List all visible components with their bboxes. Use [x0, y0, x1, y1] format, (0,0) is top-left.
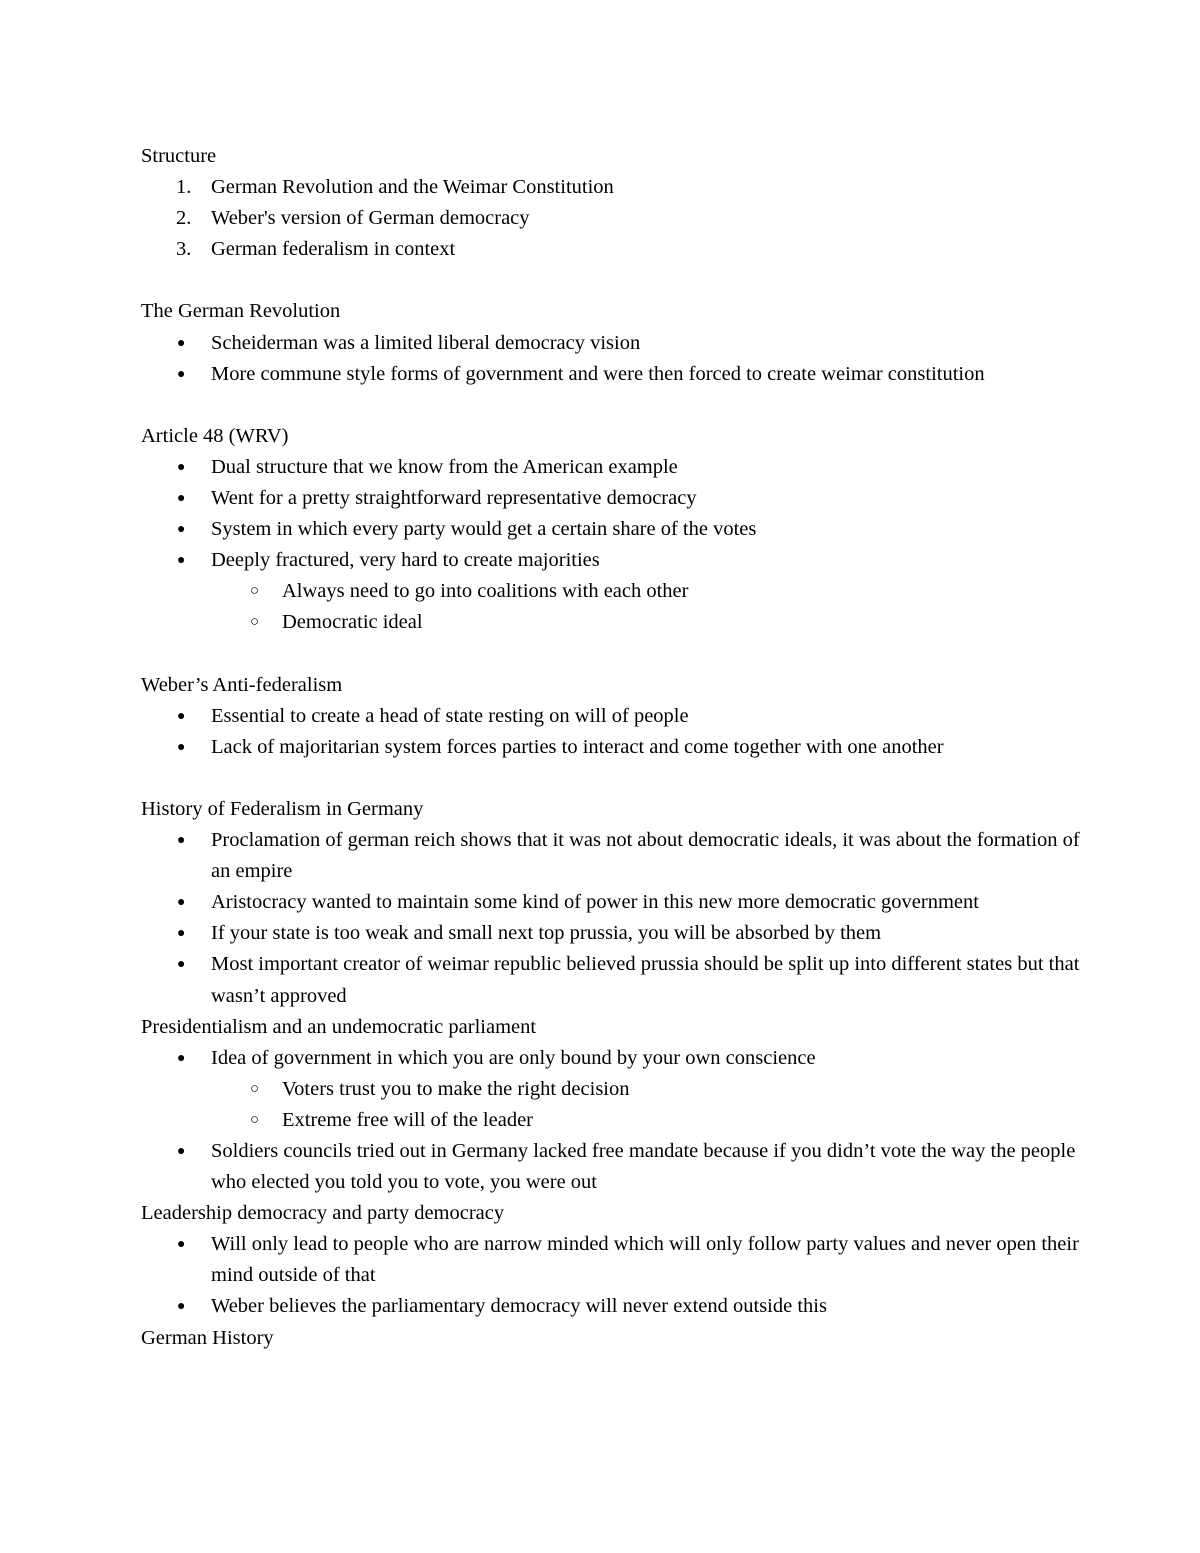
- bullet-icon: ●: [177, 1237, 186, 1253]
- section-german-revolution: [141, 296, 1081, 389]
- sub-list-item: [141, 576, 1081, 607]
- section-heading: The German Revolution: [141, 300, 341, 323]
- list-item-text: Lack of majoritarian system forces parties to interact and come together with one another: [211, 735, 944, 758]
- bullet-icon: ●: [177, 833, 186, 849]
- list-item-text: Idea of government in which you are only bound by your own conscience: [211, 1046, 816, 1069]
- paragraph-gap: [141, 639, 1081, 670]
- list-number: 3.: [176, 238, 192, 261]
- bullet-icon: ●: [177, 522, 186, 538]
- bullet-list: [141, 328, 1081, 390]
- bullet-icon: ●: [177, 491, 186, 507]
- list-item: [141, 1043, 1081, 1074]
- section-weber-anti-federalism: [141, 670, 1081, 763]
- sub-list-item: [141, 607, 1081, 638]
- list-item: [141, 732, 1081, 763]
- list-item-text: Weber's version of German democracy: [211, 207, 530, 230]
- list-item-text: Essential to create a head of state resting on will of people: [211, 704, 689, 727]
- bullet-list: [141, 452, 1081, 576]
- list-item-text: Aristocracy wanted to maintain some kind of power in this new more democratic government: [211, 891, 979, 914]
- bullet-icon: ●: [177, 366, 186, 382]
- list-item: [141, 234, 1081, 265]
- sub-list-item: [141, 1074, 1081, 1105]
- paragraph-gap: [141, 265, 1081, 296]
- bullet-icon: ●: [177, 335, 186, 351]
- bullet-list: [141, 1043, 1081, 1074]
- bullet-icon: ●: [177, 1144, 186, 1159]
- list-item: [141, 452, 1081, 483]
- list-item: [141, 1229, 1081, 1291]
- list-item-text: Weber believes the parliamentary democracy will never extend outside this: [211, 1295, 827, 1318]
- list-item-text: Will only lead to people who are narrow minded which will only follow party values and never open their mind outside of that: [211, 1233, 1079, 1287]
- list-item-text: Dual structure that we know from the American example: [211, 455, 678, 478]
- sub-list-item: [141, 1105, 1081, 1136]
- list-item: [141, 887, 1081, 918]
- bullet-list: [141, 1136, 1081, 1198]
- hollow-bullet-icon: ○: [250, 583, 260, 600]
- list-item: [141, 1136, 1081, 1198]
- list-number: 1.: [176, 176, 192, 199]
- list-item: [141, 701, 1081, 732]
- section-article-48: [141, 421, 1081, 639]
- list-item-text: More commune style forms of government and were then forced to create weimar constitution: [211, 362, 985, 385]
- hollow-bullet-icon: ○: [250, 1111, 260, 1128]
- list-item-text: Voters trust you to make the right decision: [282, 1077, 630, 1100]
- list-number: 2.: [176, 207, 192, 230]
- sub-bullet-list: [141, 576, 1081, 638]
- bullet-icon: ●: [177, 926, 186, 942]
- bullet-icon: ●: [177, 1299, 186, 1315]
- bullet-icon: ●: [177, 708, 186, 724]
- list-item: [141, 359, 1081, 390]
- paragraph-gap: [141, 763, 1081, 794]
- list-item: [141, 172, 1081, 203]
- list-item: [141, 514, 1081, 545]
- list-item: [141, 918, 1081, 949]
- list-item-text: Deeply fractured, very hard to create majorities: [211, 549, 600, 572]
- bullet-icon: ●: [177, 957, 186, 973]
- paragraph-gap: [141, 390, 1081, 421]
- list-item: [141, 545, 1081, 576]
- bullet-list: [141, 701, 1081, 763]
- list-item-text: Went for a pretty straightforward representative democracy: [211, 487, 697, 510]
- list-item: [141, 1291, 1081, 1322]
- section-presidentialism: [141, 1012, 1081, 1199]
- section-leadership-democracy: [141, 1198, 1081, 1322]
- list-item: [141, 328, 1081, 359]
- section-heading: Presidentialism and an undemocratic parliament: [141, 1015, 537, 1038]
- section-heading: Structure: [141, 145, 217, 167]
- sub-bullet-list: [141, 1074, 1081, 1136]
- list-item: [141, 949, 1081, 1011]
- section-structure: [141, 141, 1081, 265]
- list-item: [141, 203, 1081, 234]
- list-item-text: Democratic ideal: [282, 611, 423, 634]
- section-heading: Weber’s Anti-federalism: [141, 673, 343, 696]
- bullet-icon: ●: [177, 739, 186, 755]
- list-item-text: German federalism in context: [211, 238, 456, 261]
- section-heading: Article 48 (WRV): [141, 424, 289, 447]
- list-item-text: System in which every party would get a certain share of the votes: [211, 518, 757, 541]
- bullet-icon: ●: [177, 459, 186, 475]
- list-item-text: Proclamation of german reich shows that it was not about democratic ideals, it was about the formation of an empire: [211, 829, 1080, 883]
- bullet-list: [141, 1229, 1081, 1322]
- hollow-bullet-icon: ○: [250, 1080, 260, 1097]
- numbered-list: [141, 172, 1081, 265]
- list-item-text: German Revolution and the Weimar Constitution: [211, 176, 614, 199]
- section-heading: German History: [141, 1326, 274, 1349]
- section-heading: Leadership democracy and party democracy: [141, 1202, 505, 1225]
- list-item: [141, 483, 1081, 514]
- list-item-text: Extreme free will of the leader: [282, 1108, 533, 1131]
- list-item-text: Soldiers councils tried out in Germany lacked free mandate because if you didn’t vote the way the people who elected you told you to vote, you were out: [211, 1140, 1076, 1194]
- list-item-text: Most important creator of weimar republic believed prussia should be split up into different states but that wasn’t approved: [211, 953, 1080, 1007]
- document-page: [141, 141, 1081, 1354]
- section-heading: History of Federalism in Germany: [141, 797, 424, 820]
- bullet-list: [141, 825, 1081, 1012]
- hollow-bullet-icon: ○: [250, 614, 260, 631]
- bullet-icon: ●: [177, 553, 186, 569]
- section-german-history: [141, 1323, 1081, 1354]
- list-item-text: Always need to go into coalitions with each other: [282, 580, 689, 603]
- list-item-text: If your state is too weak and small next top prussia, you will be absorbed by them: [211, 922, 882, 945]
- list-item: [141, 825, 1081, 887]
- list-item-text: Scheiderman was a limited liberal democracy vision: [211, 331, 641, 354]
- bullet-icon: ●: [177, 895, 186, 911]
- section-history-federalism: [141, 794, 1081, 1012]
- bullet-icon: ●: [177, 1050, 186, 1066]
